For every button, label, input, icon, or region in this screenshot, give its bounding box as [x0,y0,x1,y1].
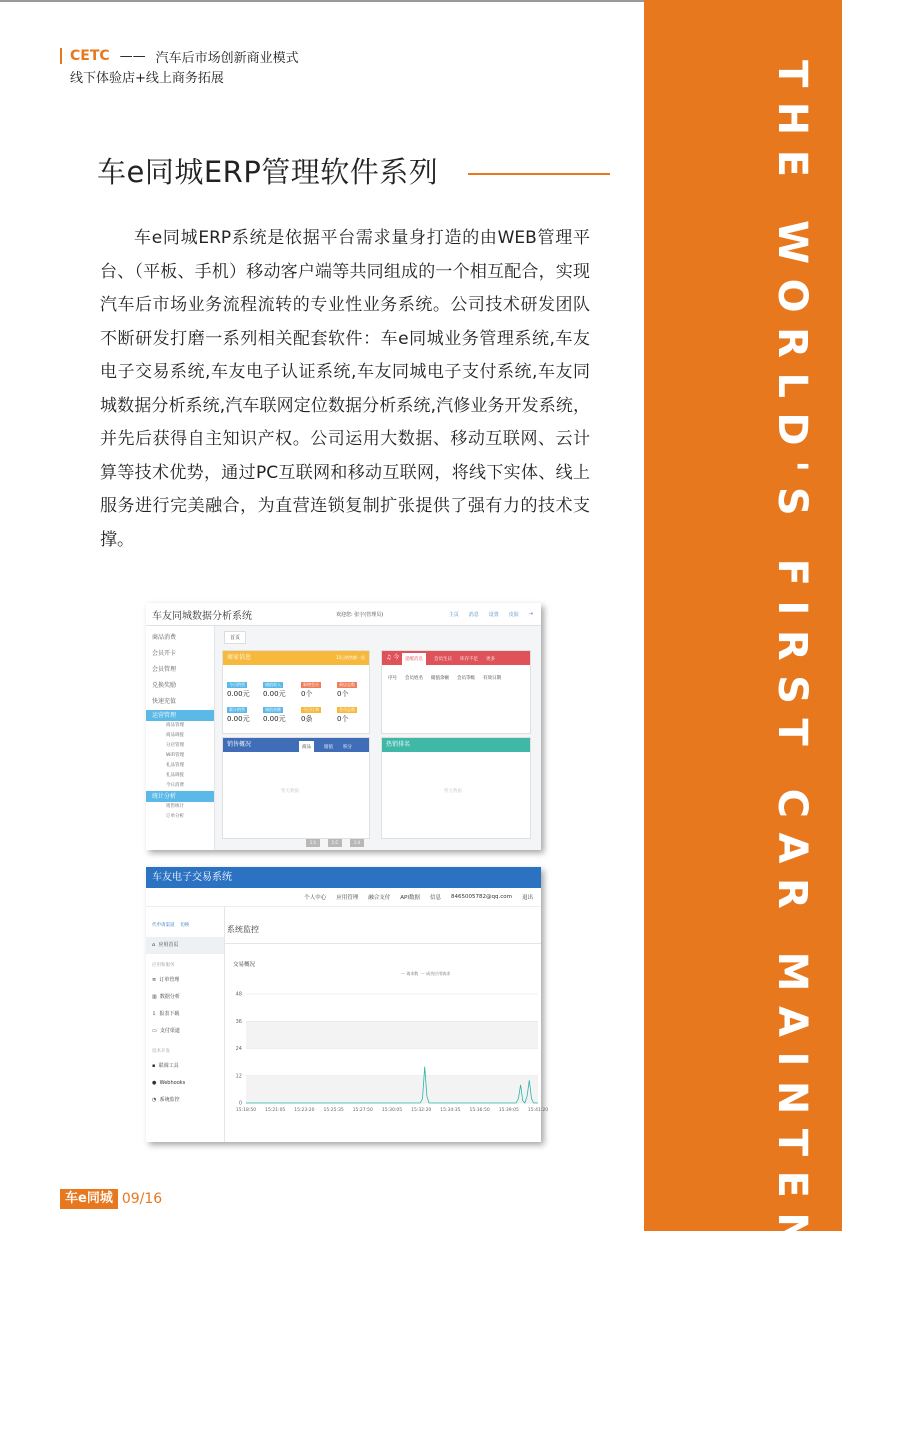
legend-item: 请求数 [406,971,419,976]
s1-stat: 新增会员 0个 [301,682,319,698]
s1-submenu-item[interactable]: 礼品调拨 [166,773,184,778]
s1-menu-item[interactable]: 会员管理 [152,666,177,673]
s1-link[interactable]: 主页 [448,611,459,618]
s2-group-label: 技术开发 [152,1049,170,1054]
s1-submenu-item[interactable]: 礼品管理 [166,763,184,768]
s1-sidebar [146,626,215,850]
s2-channel[interactable]: 代申请渠道 切换 [152,923,190,928]
chart-icon: ▥ [152,994,157,1000]
s1-notice-tab[interactable]: 提醒消息 [402,653,426,667]
s1-submenu-item[interactable]: 订单分析 [166,814,184,819]
s1-stat: 储值余额 0.00元 [263,707,286,723]
s2-group-label: 应用和服务 [152,963,175,968]
s2-main-title: 系统监控 [227,925,259,934]
s2-side-item[interactable]: ▭ 支付渠道 [152,1028,180,1034]
s2-side-home[interactable]: ⌂ 应用首页 [146,937,224,954]
x-tick-label: 15:30:05 [381,1108,403,1113]
s1-sales-tab[interactable]: 储值 [324,745,333,750]
legend-item: 成功应用请求 [426,971,451,976]
zoom-icon[interactable]: 1:1 [306,839,320,847]
x-tick-label: 15:25:35 [323,1108,344,1113]
s1-stat: 会员总数 0个 [337,707,355,723]
s1-topbar [146,603,541,626]
top-rule [0,0,644,2]
s1-notice-tab[interactable]: 库存不足 [460,657,478,662]
s1-panel-note: 15日销售额一览 [335,655,365,660]
s1-panel-notices [381,650,531,734]
s1-tab-home[interactable]: 首页 [224,631,246,644]
legend-swatch: — [420,971,425,976]
footer [60,1189,162,1209]
s1-menu-item[interactable]: 会员开卡 [152,650,177,657]
page-title: 车e同城ERP管理软件系列 [97,155,439,189]
s2-nav-item[interactable]: API数据 [400,895,420,901]
y-tick-label: 36 [235,1018,242,1025]
y-tick-label: 12 [235,1073,242,1080]
s1-menu-item[interactable]: 兑换奖励 [152,682,177,689]
x-tick-label: 15:39:05 [498,1108,519,1113]
s1-welcome: 欢迎您: 张宇(管理员) [336,611,384,618]
chart-band [246,1076,538,1103]
header-line2: 线下体验店+线上商务拓展 [70,71,224,86]
s1-top-links [449,611,533,618]
s2-side-item[interactable]: ≡ 订单管理 [152,977,180,983]
s2-side-item[interactable]: ◔ 系统监控 [152,1097,180,1103]
s2-nav-item[interactable]: 个人中心 [304,895,327,901]
s1-stat: 今日订单 0条 [301,707,319,723]
y-tick-label: 0 [238,1100,242,1107]
s1-submenu-item[interactable]: 分店管理 [166,743,184,748]
s2-nav-item[interactable]: 信息 [429,895,441,901]
s1-stat: 储值收入 0.00元 [263,682,286,698]
header [60,44,299,90]
s1-panel-header: 热销排名 [382,738,530,752]
x-tick-label: 15:23:20 [294,1108,315,1113]
s1-panel-header: ♫ 今 提醒消息 会员生日 库存不足 更多 [382,651,530,665]
page-margin-right [842,0,900,1231]
s2-nav-account[interactable]: 8465005782@qq.com [451,894,512,900]
s1-empty-text: 暂无数据 [281,789,299,794]
s1-link[interactable]: 消息 [468,611,479,618]
s2-nav-logout[interactable]: 退出 [521,895,533,901]
s2-side-item[interactable]: ● Webhooks [152,1080,186,1086]
trade-screenshot [146,867,549,1142]
list-icon: ≡ [152,977,157,983]
s1-menu-item-active[interactable]: 运营管理 [146,710,214,721]
x-tick-label: 15:21:05 [265,1108,286,1113]
s1-title: 车友同城数据分析系统 [152,610,252,622]
body-paragraph [100,222,590,557]
footer-brand: 车e同城 [60,1189,118,1209]
x-tick-label: 15:41:20 [527,1108,549,1113]
body-text: 车e同城ERP系统是依据平台需求量身打造的由WEB管理平台、（平板、手机）移动客户端等共同组成的一个相互配合，实现汽车后市场业务流程流转的专业性业务系统。公司技术研发团队不断研发打磨一系列相关配套软件：车e同城业务管理系统,车友电子交易系统,车友电子认证系统,车友同城电子支付系统,车友同城数据分析系统,汽车联网定位数据分析系统,汽修业务开发系统，并先后获得自主知识产权。公司运用大数据、移动互联网、云计算等技术优势，通过PC互联网和移动互联网，将线下实体、线上服务进行完美融合，为直营连锁复制扩张提供了强有力的技术支撑。 [100,228,590,550]
s1-sales-tab[interactable]: 商品 [299,741,314,755]
s1-panel-header: 销售概况 商品 储值 积分 [223,738,369,752]
zoom-icon[interactable]: 1:C [328,839,342,847]
s1-notice-table-head: 序号 会员姓名 储值余额 会员等级 有效日期 [388,676,501,681]
s1-sales-tab[interactable]: 积分 [343,745,352,750]
chart-band [246,1021,538,1048]
s2-side-item[interactable]: ⇩ 报表下载 [152,1011,180,1017]
s1-link[interactable]: 设置 [488,611,499,618]
x-tick-label: 15:18:50 [235,1108,257,1113]
y-tick-label: 24 [235,1046,242,1052]
download-icon: ⇩ [152,1011,157,1017]
s2-titlebar: 车友电子交易系统 [146,867,541,888]
header-dash: —— [119,48,146,64]
s1-menu-item[interactable]: 商品消费 [152,634,177,641]
s1-link[interactable]: 皮肤 [508,611,519,618]
legend-swatch: — [401,971,405,976]
s1-submenu-item[interactable]: 今日消费 [166,783,184,788]
s1-panel-ranking [381,737,531,839]
vertical-slogan: THE WORLD'S FIRST CAR MAINTENANCE [769,60,815,1440]
s1-stat: 今日销售 0.00元 [227,682,250,698]
y-tick-label: 48 [235,991,242,998]
s2-side-item[interactable]: ▪ 联调工具 [152,1063,179,1069]
s2-nav-item[interactable]: 应用管理 [336,895,359,901]
header-brand: CETC [60,48,110,64]
x-tick-label: 15:32:20 [411,1108,432,1113]
s2-side-item[interactable]: ▥ 数据分析 [152,994,180,1000]
tool-icon: ▪ [152,1063,156,1069]
page-number: 09/16 [121,1191,163,1207]
title-rule [468,173,610,175]
s1-panel-merchant [222,650,370,734]
x-tick-label: 15:34:35 [440,1108,461,1113]
s1-panel-sales [222,737,370,839]
s1-menu-item[interactable]: 快速充值 [152,698,177,705]
s1-stat: 累计销售 0.00元 [227,707,250,723]
header-tagline: 汽车后市场创新商业模式 [155,50,299,66]
home-icon: ⌂ [152,942,156,948]
s2-nav-item[interactable]: 融合支付 [368,895,391,901]
s1-panel-header [223,651,369,665]
s1-footer-icons [306,839,364,847]
zoom-icon[interactable]: 1:4 [350,839,364,847]
x-tick-label: 15:27:50 [352,1108,373,1113]
s2-line-chart [146,867,549,1142]
s1-submenu-item[interactable]: 销售统计 [166,804,184,809]
x-tick-label: 15:36:50 [469,1108,490,1113]
erp-screenshot [146,603,541,850]
s1-notice-tab[interactable]: 会员生日 [434,657,452,662]
s1-stat: 到店总数 0个 [337,682,355,698]
s1-empty-text: 暂无数据 [444,789,462,794]
logout-icon[interactable]: ⇥ [528,610,533,617]
s1-submenu-item[interactable]: 商品调拨 [166,733,184,738]
s1-panel-title: 商家信息 [227,654,252,661]
globe-icon: ● [152,1080,157,1086]
s2-chart-title: 交易概况 [233,962,256,968]
s1-submenu-item[interactable]: 商品管理 [166,723,184,728]
bell-icon: ♫ [386,654,394,661]
s1-notice-tab[interactable]: 更多 [486,657,495,662]
s1-menu-item-stats[interactable]: 统计分析 [146,791,214,802]
s1-submenu-item[interactable]: WiFi管理 [166,753,185,758]
card-icon: ▭ [152,1028,157,1034]
monitor-icon: ◔ [152,1097,157,1103]
